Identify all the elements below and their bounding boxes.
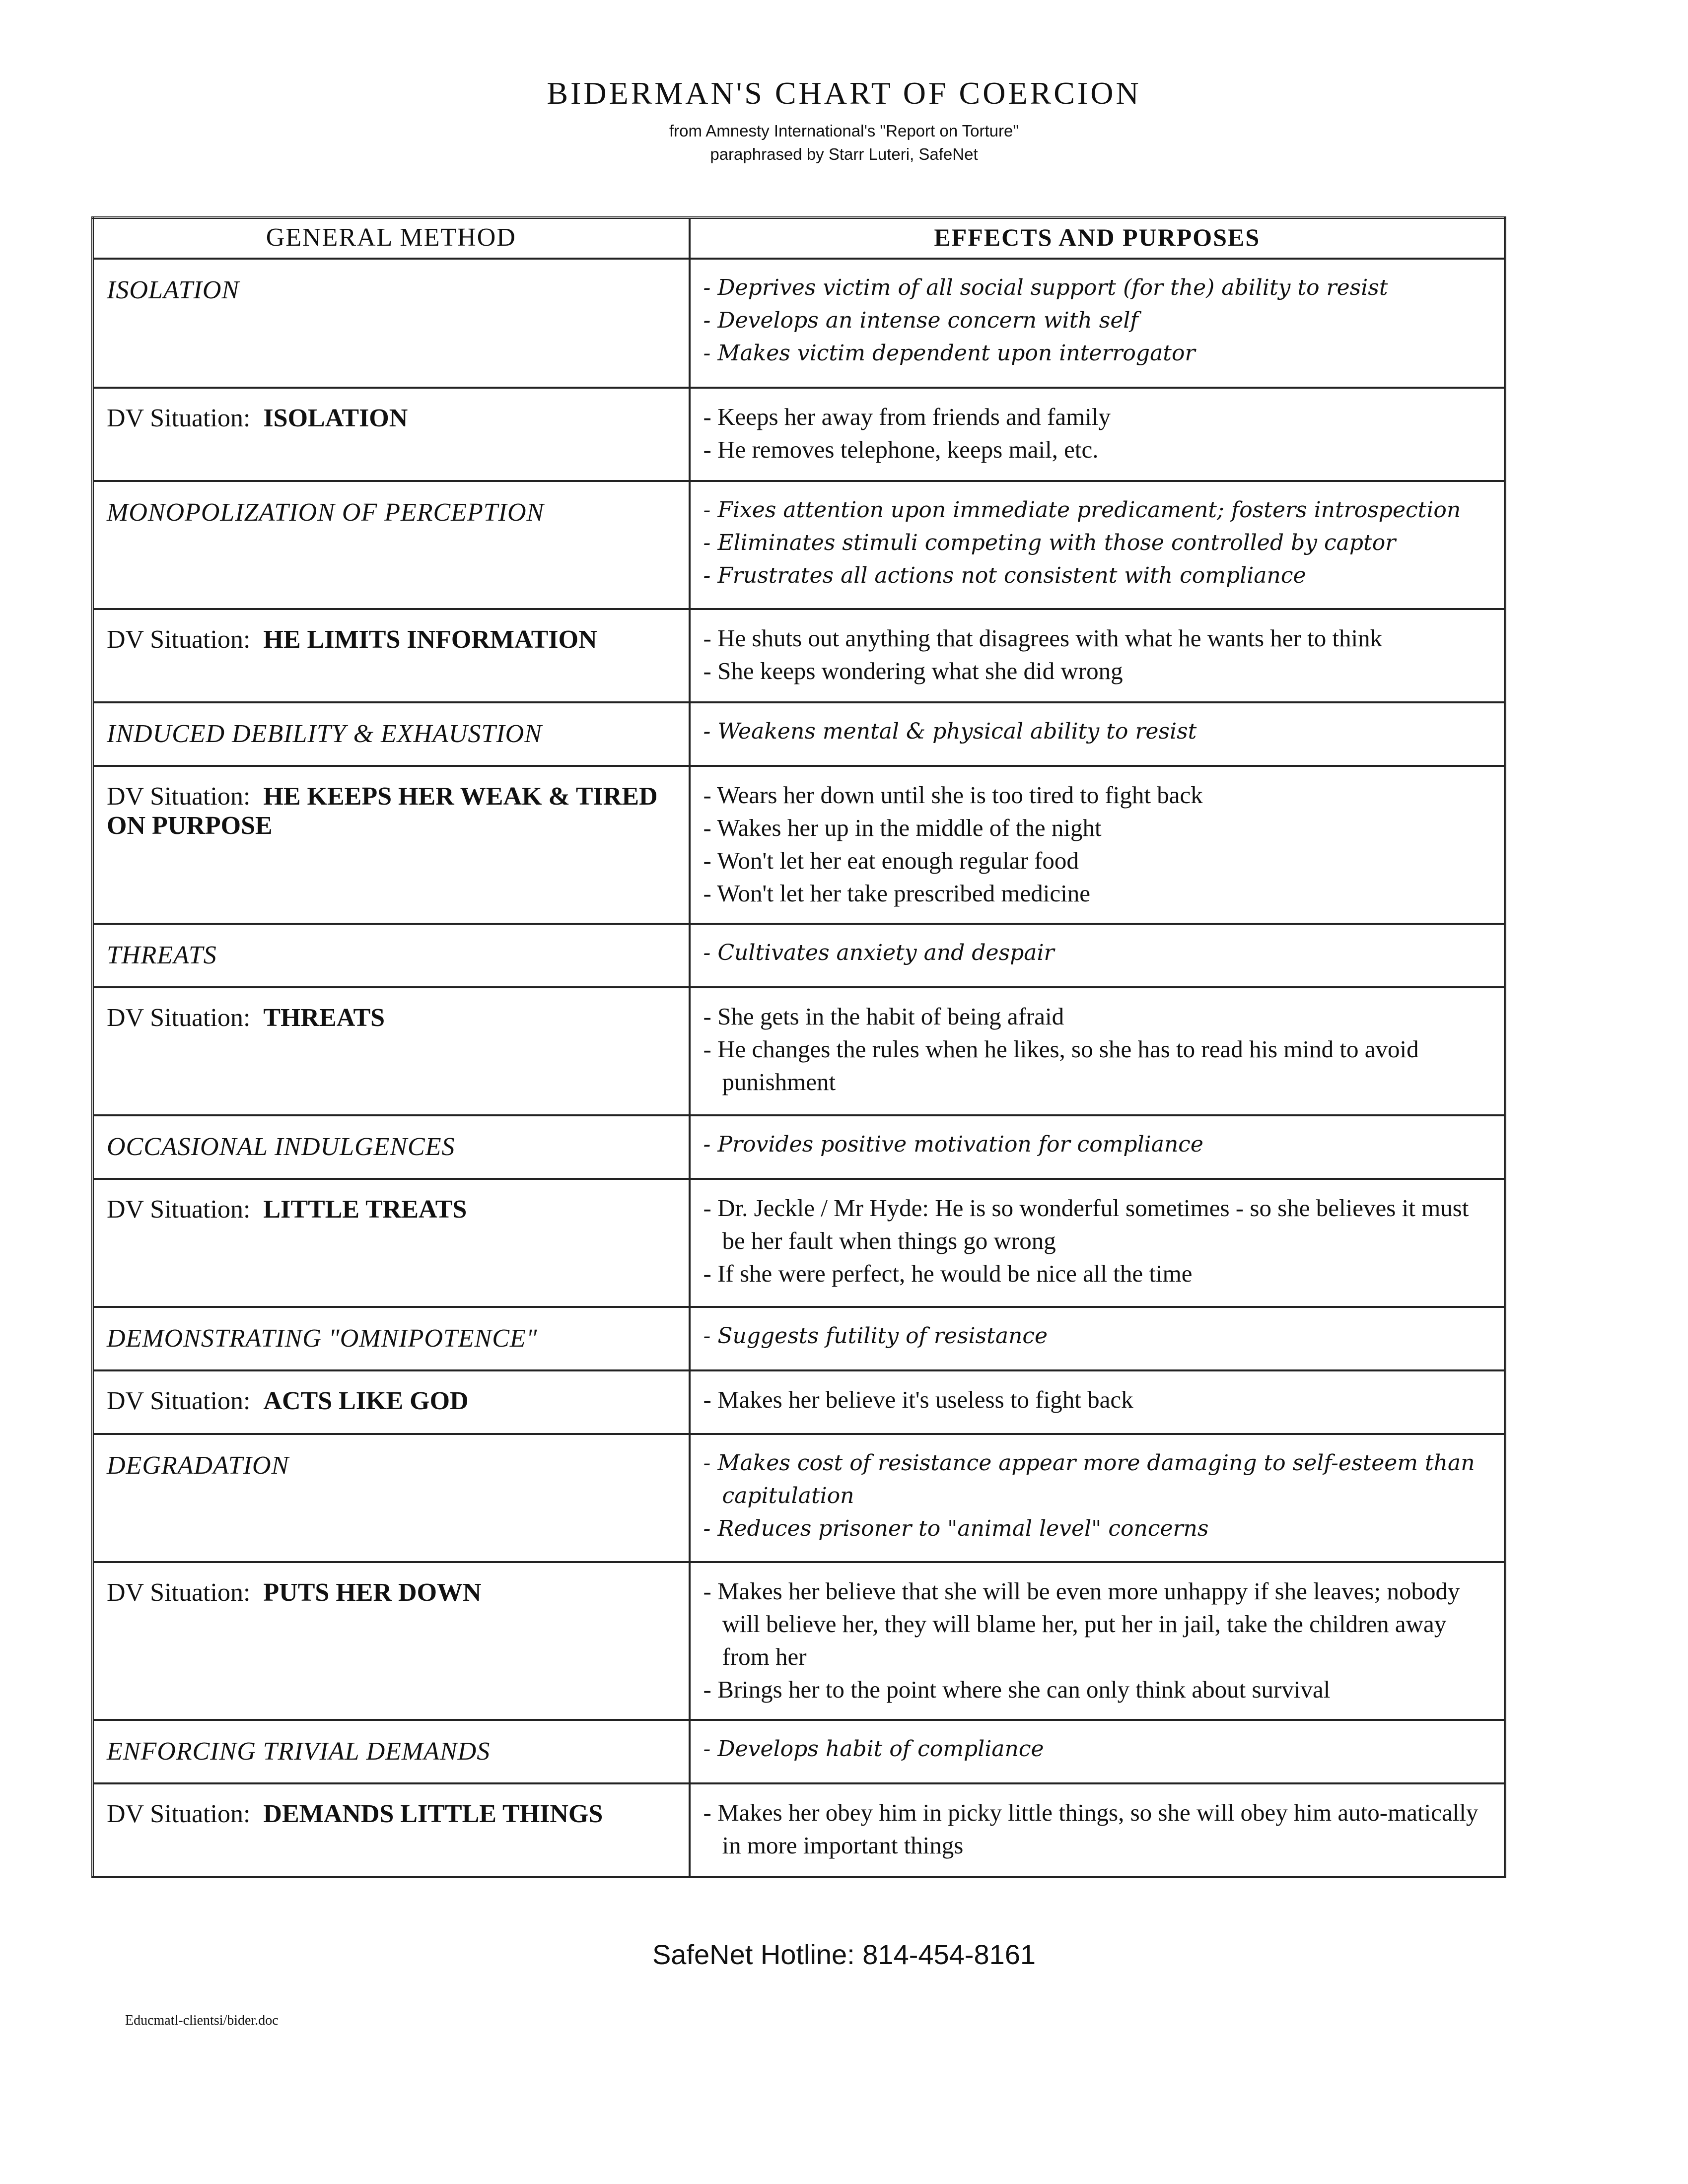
effects-cell	[690, 1720, 1505, 1783]
method-label: THREATS	[93, 924, 690, 987]
dv-situation-row	[93, 1562, 1505, 1720]
effect-item: - If she were perfect, he would be nice all the time	[703, 1260, 1193, 1287]
effect-item: - Suggests futility of resistance	[703, 1323, 1048, 1349]
method-label: DEMONSTRATING "OMNIPOTENCE"	[93, 1307, 690, 1370]
effect-item: - Dr. Jeckle / Mr Hyde: He is so wonderful sometimes - so she believes it must be her fault when things go wrong	[703, 1194, 1469, 1254]
method-label: OCCASIONAL INDULGENCES	[93, 1115, 690, 1179]
effects-cell	[690, 259, 1505, 388]
dv-situation-row	[93, 388, 1505, 481]
effect-item: - Develops habit of compliance	[703, 1736, 1044, 1762]
dv-situation-row	[93, 1783, 1505, 1877]
effects-cell	[690, 609, 1505, 702]
method-label: INDUCED DEBILITY & EXHAUSTION	[93, 702, 690, 766]
source-line: from Amnesty International's "Report on Torture"	[669, 122, 1019, 140]
dv-situation-label: THREATS	[263, 1004, 385, 1032]
dv-situation-row	[93, 1370, 1505, 1434]
column-header-method: GENERAL METHOD	[93, 218, 690, 259]
attribution-line: paraphrased by Starr Luteri, SafeNet	[710, 145, 978, 163]
dv-situation-label: ACTS LIKE GOD	[263, 1387, 469, 1415]
dv-situation-label: HE KEEPS HER WEAK & TIRED ON PURPOSE	[107, 782, 658, 840]
dv-situation-cell	[93, 609, 690, 702]
method-row	[93, 924, 1505, 987]
effects-cell	[690, 702, 1505, 766]
effect-item: - Wakes her up in the middle of the night	[703, 814, 1102, 841]
dv-situation-prefix: DV Situation:	[107, 404, 251, 432]
dv-situation-label: LITTLE TREATS	[263, 1195, 467, 1224]
table-header-row	[93, 218, 1505, 259]
dv-situation-cell	[93, 987, 690, 1115]
dv-situation-label: DEMANDS LITTLE THINGS	[263, 1800, 603, 1828]
dv-situation-cell	[93, 766, 690, 924]
effect-item: - Wears her down until she is too tired to fight back	[703, 781, 1203, 809]
effect-item: - Brings her to the point where she can only think about survival	[703, 1676, 1331, 1703]
method-row	[93, 481, 1505, 609]
coercion-table	[91, 216, 1506, 1878]
effect-item: - Frustrates all actions not consistent with compliance	[703, 563, 1306, 588]
effect-item: - Provides positive motivation for compliance	[703, 1132, 1203, 1157]
effect-item: - Eliminates stimuli competing with those controlled by captor	[703, 530, 1396, 555]
dv-situation-row	[93, 987, 1505, 1115]
effect-item: - Makes her believe that she will be even more unhappy if she leaves; nobody will believe her, they will blame her, put her in jail, take the children away from her	[703, 1577, 1460, 1670]
effect-item: - Deprives victim of all social support (for the) ability to resist	[703, 275, 1388, 300]
dv-situation-row	[93, 766, 1505, 924]
effect-item: - He changes the rules when he likes, so she has to read his mind to avoid punishment	[703, 1035, 1419, 1095]
dv-situation-cell	[93, 1783, 690, 1877]
dv-situation-prefix: DV Situation:	[107, 1004, 251, 1032]
document-title: BIDERMAN'S CHART OF COERCION	[547, 75, 1141, 111]
dv-situation-cell	[93, 1370, 690, 1434]
effect-item: - Makes her obey him in picky little things, so she will obey him auto-matically in more important things	[703, 1799, 1478, 1859]
effects-cell	[690, 766, 1505, 924]
effects-cell	[690, 481, 1505, 609]
effect-item: - Develops an intense concern with self	[703, 308, 1138, 333]
effects-cell	[690, 987, 1505, 1115]
effect-item: - Reduces prisoner to "animal level" concerns	[703, 1516, 1209, 1541]
effect-item: - Won't let her take prescribed medicine	[703, 880, 1091, 907]
method-row	[93, 1115, 1505, 1179]
effects-cell	[690, 388, 1505, 481]
method-row	[93, 702, 1505, 766]
method-label: ENFORCING TRIVIAL DEMANDS	[93, 1720, 690, 1783]
effect-item: - She keeps wondering what she did wrong	[703, 657, 1123, 684]
dv-situation-cell	[93, 1179, 690, 1307]
effects-cell	[690, 1307, 1505, 1370]
effect-item: - Cultivates anxiety and despair	[703, 940, 1055, 965]
effect-item: - Makes her believe it's useless to fight back	[703, 1386, 1133, 1413]
method-label: MONOPOLIZATION OF PERCEPTION	[93, 481, 690, 609]
effects-cell	[690, 1115, 1505, 1179]
method-label: ISOLATION	[93, 259, 690, 388]
hotline-text: SafeNet Hotline: 814-454-8161	[652, 1939, 1036, 1970]
method-row	[93, 1307, 1505, 1370]
method-row	[93, 1720, 1505, 1783]
dv-situation-label: ISOLATION	[263, 404, 408, 432]
file-path-footer: Educmatl-clientsi/bider.doc	[125, 2013, 279, 2028]
method-row	[93, 1434, 1505, 1562]
table-body	[93, 259, 1505, 1877]
effects-cell	[690, 924, 1505, 987]
effect-item: - Won't let her eat enough regular food	[703, 847, 1079, 874]
dv-situation-label: PUTS HER DOWN	[263, 1578, 482, 1607]
column-header-effects: EFFECTS AND PURPOSES	[690, 218, 1505, 259]
dv-situation-row	[93, 1179, 1505, 1307]
dv-situation-cell	[93, 1562, 690, 1720]
effect-item: - He removes telephone, keeps mail, etc.	[703, 436, 1099, 463]
effect-item: - Fixes attention upon immediate predicament; fosters introspection	[703, 497, 1461, 523]
effect-item: - Makes cost of resistance appear more damaging to self-esteem than capitulation	[703, 1450, 1475, 1508]
dv-situation-prefix: DV Situation:	[107, 1800, 251, 1828]
effect-item: - Weakens mental & physical ability to resist	[703, 719, 1197, 744]
dv-situation-prefix: DV Situation:	[107, 625, 251, 654]
dv-situation-prefix: DV Situation:	[107, 1578, 251, 1607]
dv-situation-prefix: DV Situation:	[107, 1195, 251, 1224]
effect-item: - She gets in the habit of being afraid	[703, 1003, 1064, 1030]
effects-cell	[690, 1179, 1505, 1307]
effect-item: - He shuts out anything that disagrees with what he wants her to think	[703, 624, 1383, 652]
effects-cell	[690, 1562, 1505, 1720]
effect-item: - Makes victim dependent upon interrogator	[703, 341, 1196, 366]
effects-cell	[690, 1783, 1505, 1877]
effects-cell	[690, 1434, 1505, 1562]
dv-situation-cell	[93, 388, 690, 481]
method-label: DEGRADATION	[93, 1434, 690, 1562]
dv-situation-prefix: DV Situation:	[107, 782, 251, 811]
effects-cell	[690, 1370, 1505, 1434]
method-row	[93, 259, 1505, 388]
dv-situation-row	[93, 609, 1505, 702]
dv-situation-label: HE LIMITS INFORMATION	[263, 625, 597, 654]
effect-item: - Keeps her away from friends and family	[703, 403, 1111, 430]
dv-situation-prefix: DV Situation:	[107, 1387, 251, 1415]
